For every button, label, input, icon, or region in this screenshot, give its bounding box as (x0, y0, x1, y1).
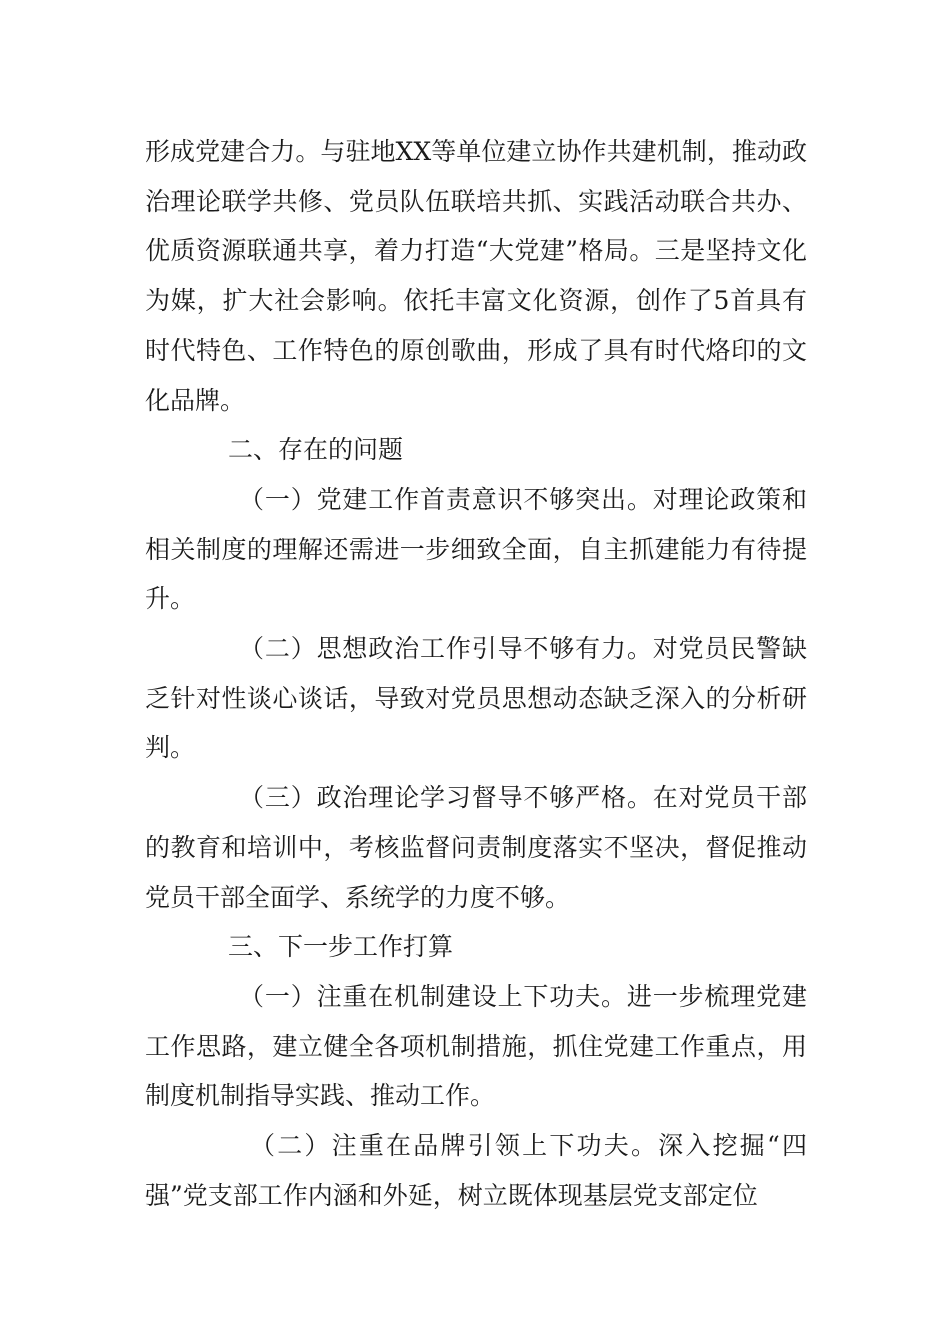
paragraph-plan-1: （一）注重在机制建设上下功夫。进一步梳理党建工作思路，建立健全各项机制措施，抓住党建工作重点，用制度机制指导实践、推动工作。 (145, 981, 807, 1111)
section-heading-problems: 二、存在的问题 (228, 435, 404, 465)
paragraph-problem-2: （二）思想政治工作引导不够有力。对党员民警缺乏针对性谈心谈话，导致对党员思想动态缺乏深入的分析研判。 (145, 634, 807, 763)
paragraph-continued: 形成党建合力。与驻地XX等单位建立协作共建机制，推动政治理论联学共修、党员队伍联培共抓、实践活动联合共办、优质资源联通共享，着力打造“大党建”格局。三是坚持文化为媒，扩大社会影响。依托丰富文化资源，创作了5首具有时代特色、工作特色的原创歌曲，形成了具有时代烙印的文化品牌。 (145, 137, 807, 415)
paragraph-problem-3: （三）政治理论学习督导不够严格。在对党员干部的教育和培训中，考核监督问责制度落实不坚决，督促推动党员干部全面学、系统学的力度不够。 (145, 783, 807, 912)
document-body (145, 127, 807, 1220)
paragraph-plan-2: （二）注重在品牌引领上下功夫。深入挖掘“四强”党支部工作内涵和外延，树立既体现基层党支部定位 (145, 1131, 807, 1210)
section-heading-next-steps: 三、下一步工作打算 (228, 932, 454, 962)
paragraph-problem-1: （一）党建工作首责意识不够突出。对理论政策和相关制度的理解还需进一步细致全面，自主抓建能力有待提升。 (145, 484, 807, 614)
